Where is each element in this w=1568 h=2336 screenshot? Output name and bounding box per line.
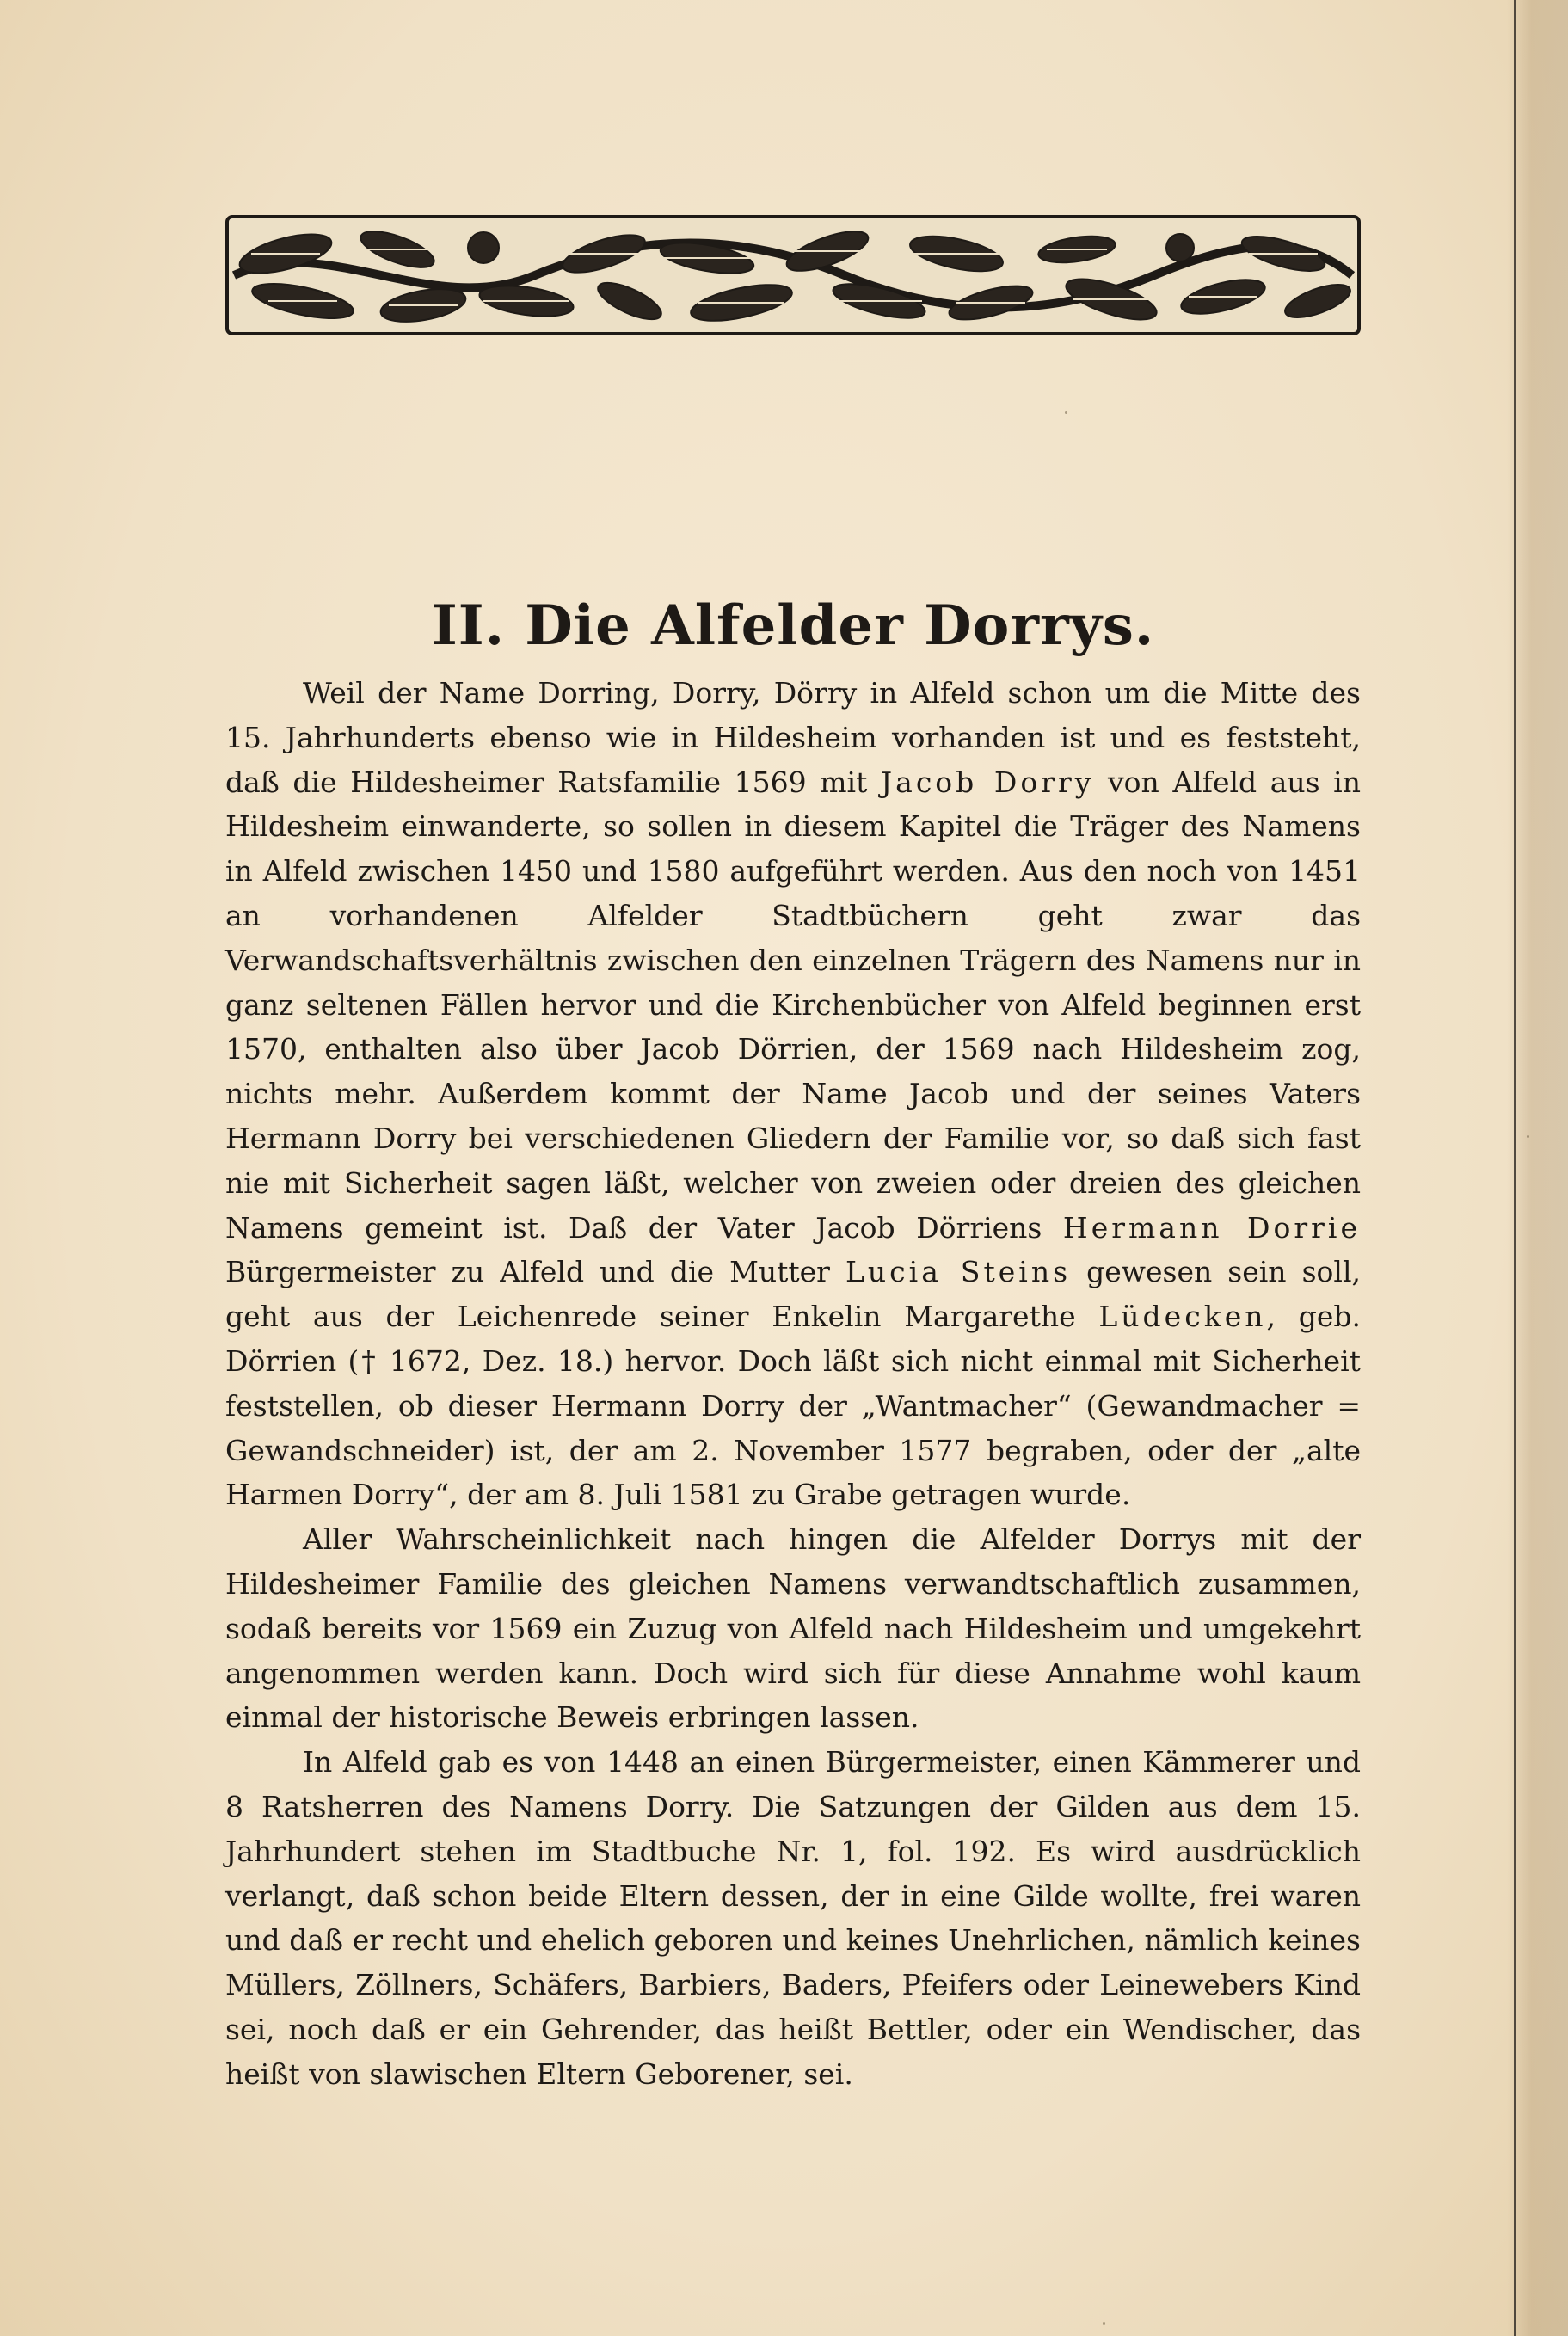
name-spaced-luedecken: Lüdecken <box>1098 1300 1267 1334</box>
paper-speck <box>1065 411 1067 414</box>
text-run: , geb. Dörrien († 1672, Dez. 18.) hervor. Doch läßt sich nicht einmal mit Sicherheit feststellen, ob dieser Hermann Dorry der „Wantmacher“ (Gewandmacher = Gewandschneider) ist, der am 2. November 1577 begraben, oder der „alte Harmen Dorry“, der am 8. Juli 1581 zu Grabe getragen wurde. <box>225 1300 1361 1512</box>
name-spaced-jacob-dorry: Jacob Dorry <box>880 765 1095 799</box>
name-spaced-hermann-dorrie: Hermann Dorrie <box>1062 1210 1361 1245</box>
page-fold-line <box>1514 0 1516 2336</box>
paragraph <box>225 1517 1361 1740</box>
paragraph <box>225 1740 1361 2096</box>
paper-speck <box>1103 2322 1105 2325</box>
paragraph <box>225 671 1361 1517</box>
text-run: Aller Wahrscheinlichkeit nach hingen die Alfelder Dorrys mit der Hildesheimer Familie des gleichen Namens verwandtschaftlich zusammen, sodaß bereits vor 1569 ein Zuzug von Alfeld nach Hildesheim und umgekehrt angenommen werden kann. Doch wird sich für diese Annahme wohl kaum einmal der historische Beweis erbringen lassen. <box>225 1522 1361 1735</box>
text-run: gewesen sein soll, geht aus der Leichenrede seiner Enkelin Margarethe <box>225 1255 1361 1334</box>
oak-leaf-ornament-header <box>225 215 1361 335</box>
text-run: In Alfeld gab es von 1448 an einen Bürgermeister, einen Kämmerer und 8 Ratsherren des Namens Dorry. Die Satzungen der Gilden aus dem 15. Jahrhundert stehen im Stadtbuche Nr. 1, fol. 192. Es wird ausdrücklich verlangt, daß schon beide Eltern dessen, der in eine Gilde wollte, frei waren und daß er recht und ehelich geboren und keines Unehrlichen, nämlich keines Müllers, Zöllners, Schäfers, Barbiers, Baders, Pfeifers oder Leinewebers Kind sei, noch daß er ein Gehrender, das heißt Bettler, oder ein Wendischer, das heißt von slawischen Eltern Geborener, sei. <box>225 1745 1361 2091</box>
chapter-body <box>225 671 1361 2097</box>
chapter-title: II. Die Alfelder Dorrys. <box>431 593 1155 658</box>
name-spaced-lucia-steins: Lucia Steins <box>845 1255 1072 1289</box>
text-run: Bürgermeister zu Alfeld und die Mutter <box>225 1255 845 1289</box>
paper-speck <box>1527 1135 1529 1138</box>
text-run: Weil der Name Dorring, Dorry, Dörry in Alfeld schon um die Mitte des 15. Jahrhunderts ebenso wie in Hildesheim vorhanden ist und es feststeht, daß die Hildesheimer Ratsfamilie 1569 mit <box>225 676 1361 799</box>
text-run: von Alfeld aus in Hildesheim einwanderte, so sollen in diesem Kapitel die Träger des Namens in Alfeld zwischen 1450 und 1580 aufgeführt werden. Aus den noch von 1451 an vorhandenen Alfelder Stadtbüchern geht zwar das Verwandschaftsverhältnis zwischen den einzelnen Trägern des Namens nur in ganz seltenen Fällen hervor und die Kirchenbücher von Alfeld beginnen erst 1570, enthalten also über Jacob Dörrien, der 1569 nach Hildesheim zog, nichts mehr. Außerdem kommt der Name Jacob und der seines Vaters Hermann Dorry bei verschiedenen Gliedern der Familie vor, so daß sich fast nie mit Sicherheit sagen läßt, welcher von zweien oder dreien des gleichen Namens gemeint ist. Daß der Vater Jacob Dörriens <box>225 765 1361 1245</box>
